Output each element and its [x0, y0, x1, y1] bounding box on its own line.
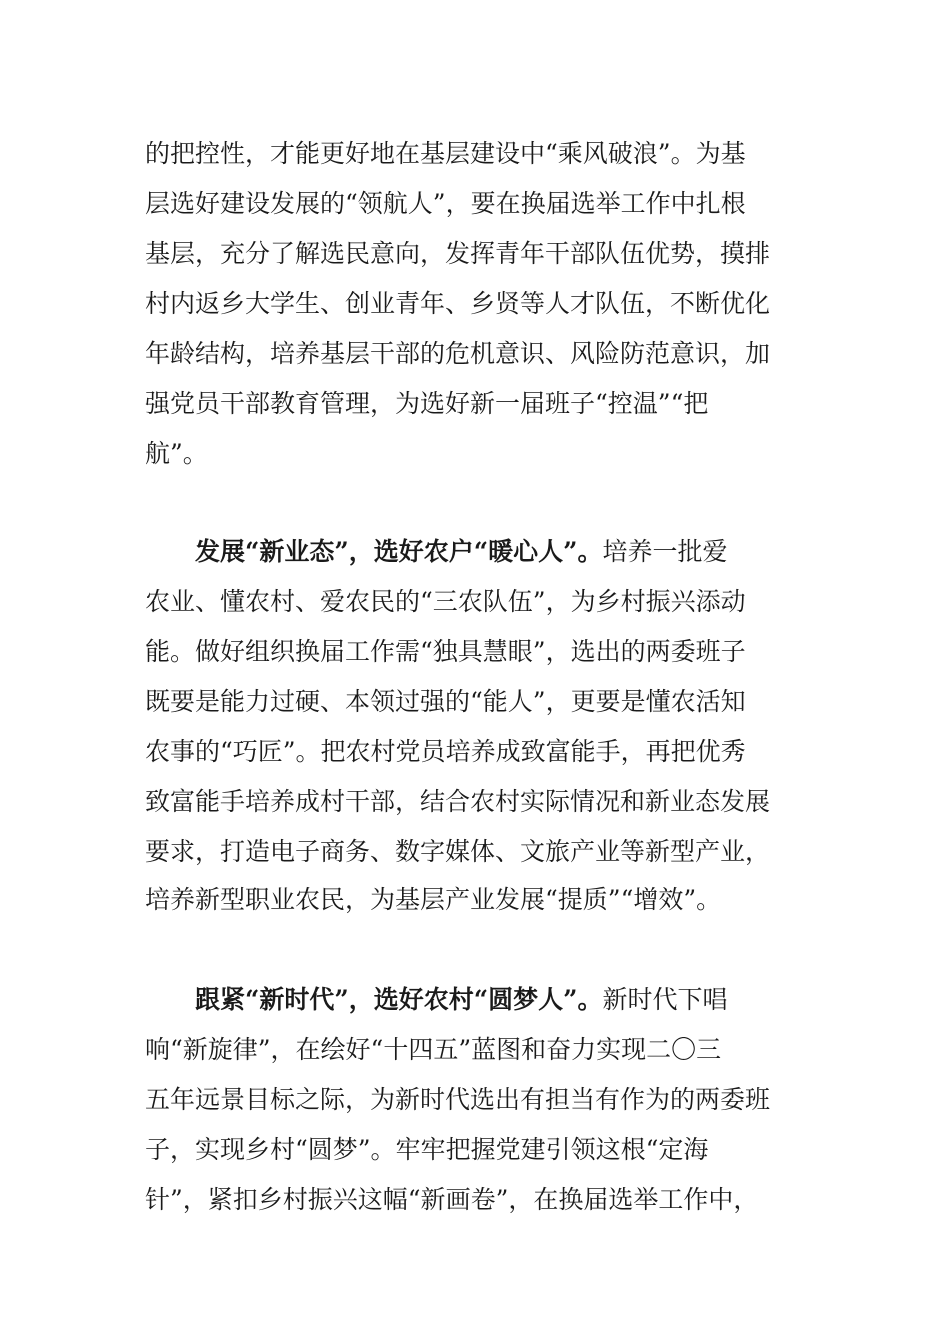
- paragraph-2-line-3: 能。做好组织换届工作需“独具慧眼”，选出的两委班子: [145, 637, 746, 666]
- paragraph-3-line-2: 响“新旋律”，在绘好“十四五”蓝图和奋力实现二〇三: [145, 1035, 722, 1064]
- paragraph-2-line-2: 农业、懂农村、爱农民的“三农队伍”，为乡村振兴添动: [145, 587, 746, 616]
- paragraph-1-line-6: 强党员干部教育管理，为选好新一届班子“控温”“把: [145, 389, 709, 418]
- paragraph-2-heading: 发展“新业态”，选好农户“暖心人”。: [195, 537, 603, 566]
- paragraph-1-line-4: 村内返乡大学生、创业青年、乡贤等人才队伍，不断优化: [145, 289, 771, 318]
- paragraph-2-line-6: 致富能手培养成村干部，结合农村实际情况和新业态发展: [145, 787, 771, 816]
- paragraph-2-line-7: 要求，打造电子商务、数字媒体、文旅产业等新型产业，: [145, 837, 771, 866]
- paragraph-1-line-3: 基层，充分了解选民意向，发挥青年干部队伍优势，摸排: [145, 239, 771, 268]
- paragraph-3-line-5: 针”，紧扣乡村振兴这幅“新画卷”，在换届选举工作中，: [145, 1185, 759, 1214]
- paragraph-2-line-8: 培养新型职业农民，为基层产业发展“提质”“增效”。: [145, 885, 722, 914]
- paragraph-3-line-3: 五年远景目标之际，为新时代选出有担当有作为的两委班: [145, 1085, 771, 1114]
- paragraph-2-line-4: 既要是能力过硬、本领过强的“能人”，更要是懂农活知: [145, 687, 746, 716]
- paragraph-3-line-1: [195, 980, 855, 1020]
- paragraph-1-line-2: 层选好建设发展的“领航人”，要在换届选举工作中扎根: [145, 189, 746, 218]
- paragraph-3-line-4: 子，实现乡村“圆梦”。牢牢把握党建引领这根“定海: [145, 1135, 709, 1164]
- paragraph-1-line-1: 的把控性，才能更好地在基层建设中“乘风破浪”。为基: [145, 139, 746, 168]
- paragraph-1-line-7: 航”。: [145, 439, 208, 468]
- paragraph-2-line-1-rest: 培养一批爱: [602, 537, 728, 566]
- paragraph-1-line-5: 年龄结构，培养基层干部的危机意识、风险防范意识，加: [145, 339, 771, 368]
- paragraph-2-line-5: 农事的“巧匠”。把农村党员培养成致富能手，再把优秀: [145, 737, 746, 766]
- paragraph-3-line-1-rest: 新时代下唱: [602, 985, 728, 1014]
- paragraph-3-heading: 跟紧“新时代”，选好农村“圆梦人”。: [195, 985, 603, 1014]
- paragraph-2-line-1: [195, 532, 855, 572]
